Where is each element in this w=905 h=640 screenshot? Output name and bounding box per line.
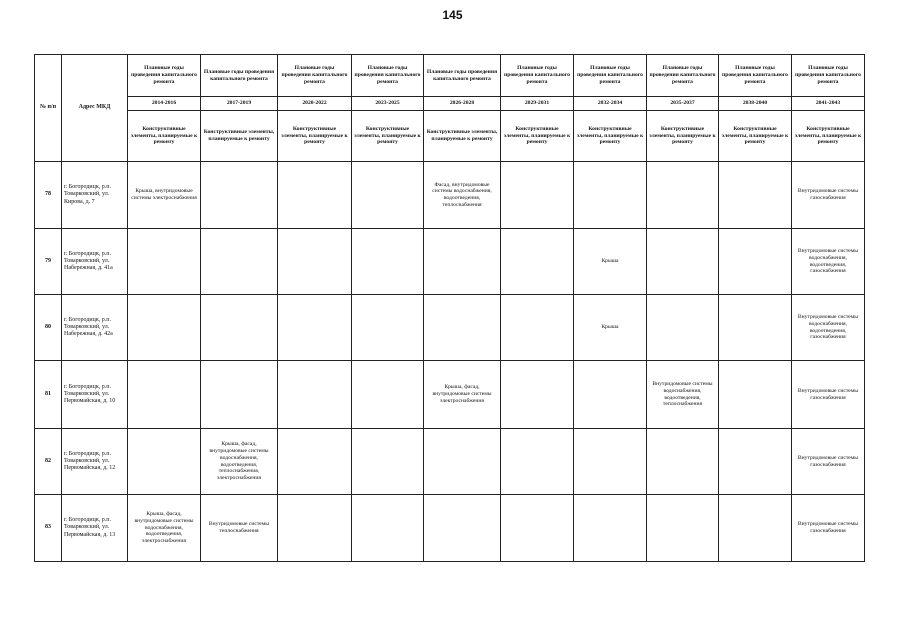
table-cell [647, 295, 719, 361]
period-title: Плановые годы проведения капитального ремонта [424, 55, 501, 97]
table-cell: Крыша [574, 229, 647, 295]
table-cell [501, 229, 574, 295]
row-address: г. Богородицк, р.п. Товарковский, ул. Первомайская, д. 10 [62, 361, 128, 429]
period-subtitle: Конструктивные элементы, планируемые к ремонту [128, 111, 201, 162]
period-title: Плановые годы проведения капитального ремонта [201, 55, 278, 97]
header-row-subtitles [35, 111, 865, 162]
row-address: г. Богородицк, р.п. Товарковский, ул. Кирова, д. 7 [62, 162, 128, 229]
table-cell [501, 162, 574, 229]
table-cell [424, 295, 501, 361]
row-address: г. Богородицк, р.п. Товарковский, ул. Первомайская, д. 13 [62, 495, 128, 562]
table-cell [719, 495, 792, 562]
period-subtitle: Конструктивные элементы, планируемые к ремонту [424, 111, 501, 162]
period-years: 2038-2040 [719, 97, 792, 111]
table-cell [352, 229, 424, 295]
table-cell [278, 295, 352, 361]
table-cell [352, 429, 424, 495]
period-years: 2035-2037 [647, 97, 719, 111]
table-cell [424, 495, 501, 562]
period-years: 2041-2043 [792, 97, 865, 111]
table-cell [574, 495, 647, 562]
table-cell [719, 162, 792, 229]
table-cell [501, 361, 574, 429]
period-years: 2026-2028 [424, 97, 501, 111]
period-title: Плановые годы проведения капитального ремонта [574, 55, 647, 97]
row-number: 78 [35, 162, 62, 229]
period-subtitle: Конструктивные элементы, планируемые к ремонту [201, 111, 278, 162]
table-cell: Крыша, фасад, внутридомовые системы водоснабжения, водоотведения, электроснабжения [128, 495, 201, 562]
table-cell [647, 162, 719, 229]
table-cell: Внутридомовые системы водоснабжения, водоотведения, газоснабжения [792, 295, 865, 361]
col-header-num: № п/п [35, 55, 62, 162]
table-cell [352, 361, 424, 429]
period-title: Плановые годы проведения капитального ремонта [352, 55, 424, 97]
period-title: Плановые годы проведения капитального ремонта [501, 55, 574, 97]
table-cell: Крыша [574, 295, 647, 361]
period-years: 2014-2016 [128, 97, 201, 111]
table-cell [352, 162, 424, 229]
table-cell [278, 162, 352, 229]
table-cell [201, 229, 278, 295]
period-title: Плановые годы проведения капитального ремонта [647, 55, 719, 97]
table-row [35, 429, 865, 495]
row-number: 83 [35, 495, 62, 562]
table-cell: Фасад, внутридомовые системы водоснабжения, водоотведения, теплоснабжения [424, 162, 501, 229]
table-cell [278, 361, 352, 429]
table-cell [201, 295, 278, 361]
table-cell [201, 162, 278, 229]
table-cell [719, 229, 792, 295]
row-number: 81 [35, 361, 62, 429]
table-cell [201, 361, 278, 429]
period-years: 2020-2022 [278, 97, 352, 111]
table-cell [278, 229, 352, 295]
period-title: Плановые годы проведения капитального ремонта [719, 55, 792, 97]
table-cell [719, 361, 792, 429]
table-cell [501, 495, 574, 562]
table-cell [501, 295, 574, 361]
header-row-years [35, 97, 865, 111]
table-cell [278, 429, 352, 495]
period-subtitle: Конструктивные элементы, планируемые к ремонту [501, 111, 574, 162]
table-row [35, 229, 865, 295]
period-subtitle: Конструктивные элементы, планируемые к ремонту [647, 111, 719, 162]
period-title: Плановые годы проведения капитального ремонта [128, 55, 201, 97]
table-row [35, 162, 865, 229]
table-cell [128, 361, 201, 429]
row-address: г. Богородицк, р.п. Товарковский, ул. Набережная, д. 42а [62, 295, 128, 361]
period-years: 2023-2025 [352, 97, 424, 111]
table-cell [424, 229, 501, 295]
table-cell: Внутридомовые системы газоснабжения [792, 361, 865, 429]
period-subtitle: Конструктивные элементы, планируемые к ремонту [278, 111, 352, 162]
table-cell: Внутридомовые системы газоснабжения [792, 162, 865, 229]
table-cell [501, 429, 574, 495]
table-cell [128, 429, 201, 495]
table-cell: Внутридомовые системы водоснабжения, водоотведения, теплоснабжения [647, 361, 719, 429]
table-cell [574, 162, 647, 229]
row-number: 80 [35, 295, 62, 361]
table-cell [352, 295, 424, 361]
table-cell: Внутридомовые системы газоснабжения [792, 429, 865, 495]
period-title: Плановые годы проведения капитального ремонта [278, 55, 352, 97]
period-subtitle: Конструктивные элементы, планируемые к ремонту [352, 111, 424, 162]
table-cell [647, 495, 719, 562]
period-title: Плановые годы проведения капитального ремонта [792, 55, 865, 97]
period-subtitle: Конструктивные элементы, планируемые к ремонту [574, 111, 647, 162]
period-years: 2017-2019 [201, 97, 278, 111]
table-cell [647, 229, 719, 295]
table-cell [128, 295, 201, 361]
repair-schedule-table [34, 54, 865, 562]
col-header-address: Адрес МКД [62, 55, 128, 162]
table-cell: Крыша, фасад, внутридомовые системы водоснабжения, водоотведения, теплоснабжения, электроснабжения [201, 429, 278, 495]
table-cell: Внутридомовые системы газоснабжения [792, 495, 865, 562]
table-cell [424, 429, 501, 495]
table-cell: Внутридомовые системы водоснабжения, водоотведения, газоснабжения [792, 229, 865, 295]
page-number: 145 [442, 8, 463, 22]
table-cell [719, 429, 792, 495]
table-row [35, 495, 865, 562]
row-address: г. Богородицк, р.п. Товарковский, ул. Первомайская, д. 12 [62, 429, 128, 495]
header-row-titles [35, 55, 865, 97]
table-row [35, 295, 865, 361]
period-subtitle: Конструктивные элементы, планируемые к ремонту [719, 111, 792, 162]
period-years: 2032-2034 [574, 97, 647, 111]
table-cell [574, 429, 647, 495]
row-number: 82 [35, 429, 62, 495]
table-cell [352, 495, 424, 562]
period-years: 2029-2031 [501, 97, 574, 111]
table-cell: Крыша, фасад, внутридомовые системы электроснабжения [424, 361, 501, 429]
period-subtitle: Конструктивные элементы, планируемые к ремонту [792, 111, 865, 162]
table-cell [128, 229, 201, 295]
table-cell [574, 361, 647, 429]
table-cell [647, 429, 719, 495]
table-cell: Внутридомовые системы теплоснабжения [201, 495, 278, 562]
row-address: г. Богородицк, р.п. Товарковский, ул. Набережная, д. 41а [62, 229, 128, 295]
table-cell: Крыша, внутридомовые системы электроснабжения [128, 162, 201, 229]
table-cell [278, 495, 352, 562]
table-row [35, 361, 865, 429]
row-number: 79 [35, 229, 62, 295]
table-cell [719, 295, 792, 361]
